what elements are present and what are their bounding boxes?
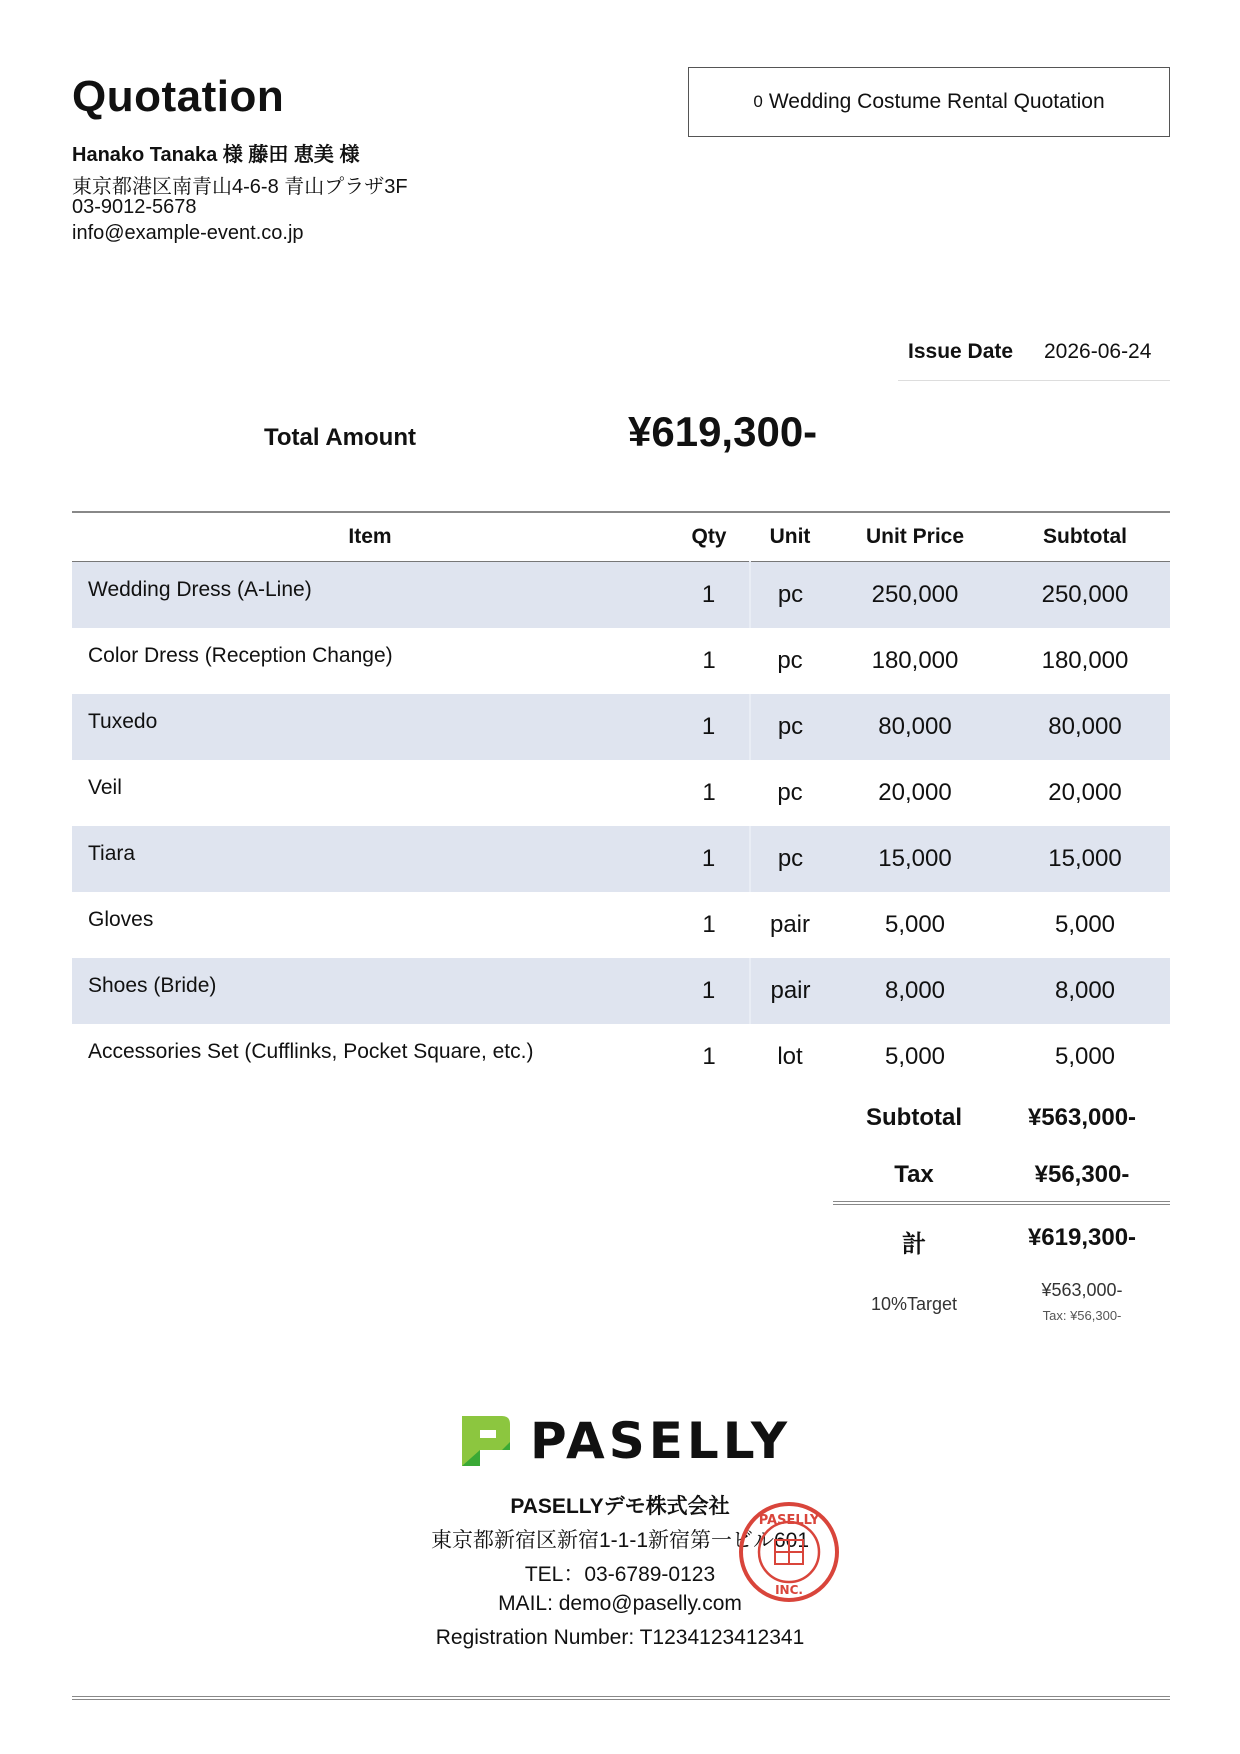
grand-total-value: ¥619,300- xyxy=(1027,1224,1137,1251)
item-unit: pc xyxy=(750,562,830,629)
item-subtotal: 180,000 xyxy=(1041,647,1129,674)
tax-target-tax: Tax: ¥56,300- xyxy=(1042,1308,1122,1323)
item-subtotal: 8,000 xyxy=(1000,958,1170,1024)
item-qty: 1 xyxy=(702,647,716,674)
header-item: Item xyxy=(72,512,668,562)
tax-value: ¥56,300- xyxy=(1034,1161,1130,1188)
total-amount-value: ¥619,300- xyxy=(628,408,818,455)
company-seal-icon xyxy=(737,1500,841,1604)
company-mail: MAIL: demo@paselly.com xyxy=(498,1592,742,1615)
table-row xyxy=(72,1024,1170,1090)
table-row xyxy=(72,958,1170,1024)
company-logo xyxy=(456,1412,791,1470)
item-name: Color Dress (Reception Change) xyxy=(88,644,393,667)
item-subtotal: 5,000 xyxy=(1054,1043,1116,1070)
table-row xyxy=(72,694,1170,760)
item-name: Tuxedo xyxy=(72,694,668,760)
totals-divider xyxy=(833,1201,1170,1205)
item-unit-price: 180,000 xyxy=(871,647,959,674)
header-unit-price: Unit Price xyxy=(830,512,1000,562)
item-unit-price: 250,000 xyxy=(830,562,1000,629)
client-email: info@example-event.co.jp xyxy=(72,222,304,244)
issue-date-value: 2026-06-24 xyxy=(1044,340,1152,363)
table-header-row xyxy=(72,512,1170,562)
item-qty: 1 xyxy=(668,562,750,629)
item-unit: pair xyxy=(750,958,830,1024)
item-qty: 1 xyxy=(702,779,716,806)
item-name: Gloves xyxy=(88,908,154,931)
subject-number: 0 xyxy=(753,92,763,111)
header-unit: Unit xyxy=(750,512,830,562)
item-subtotal: 80,000 xyxy=(1000,694,1170,760)
table-row xyxy=(72,826,1170,892)
grand-total-label: 計 xyxy=(902,1231,926,1258)
bottom-divider xyxy=(72,1696,1170,1700)
issue-date-block xyxy=(898,332,1170,381)
item-name: Tiara xyxy=(72,826,668,892)
logo-mark-icon xyxy=(456,1412,512,1470)
tax-label: Tax xyxy=(894,1161,934,1188)
client-address: 東京都港区南青山4-6-8 青山プラザ3F xyxy=(72,176,408,198)
table-row xyxy=(72,628,1170,694)
item-unit-price: 5,000 xyxy=(884,911,946,938)
subtotal-label: Subtotal xyxy=(866,1104,962,1131)
issue-date-label: Issue Date xyxy=(908,340,1014,363)
subject-text: Wedding Costume Rental Quotation xyxy=(768,90,1105,113)
item-subtotal: 5,000 xyxy=(1054,911,1116,938)
item-subtotal: 15,000 xyxy=(1000,826,1170,892)
client-phone: 03-9012-5678 xyxy=(72,196,197,218)
item-unit-price: 8,000 xyxy=(830,958,1000,1024)
table-row xyxy=(72,892,1170,958)
company-registration: Registration Number: T1234123412341 xyxy=(435,1626,805,1649)
item-name: Shoes (Bride) xyxy=(72,958,668,1024)
item-unit: pc xyxy=(750,826,830,892)
item-qty: 1 xyxy=(702,1043,716,1070)
item-unit-price: 15,000 xyxy=(830,826,1000,892)
header-subtotal: Subtotal xyxy=(1000,512,1170,562)
tax-target-value: ¥563,000- xyxy=(1041,1280,1123,1300)
table-row xyxy=(72,760,1170,826)
item-name: Wedding Dress (A-Line) xyxy=(72,562,668,629)
company-address: 東京都新宿区新宿1-1-1新宿第一ビル601 xyxy=(430,1529,810,1552)
client-name: Hanako Tanaka 様 藤田 恵美 様 xyxy=(72,144,360,166)
item-unit: lot xyxy=(777,1043,803,1070)
item-name: Veil xyxy=(88,776,122,799)
item-qty: 1 xyxy=(668,958,750,1024)
items-table xyxy=(72,511,1170,1090)
total-amount-label: Total Amount xyxy=(264,424,416,451)
item-qty: 1 xyxy=(668,826,750,892)
item-qty: 1 xyxy=(668,694,750,760)
company-tel: TEL：03-6789-0123 xyxy=(524,1563,716,1586)
item-name: Accessories Set (Cufflinks, Pocket Square, etc.) xyxy=(88,1040,534,1063)
item-unit: pc xyxy=(777,647,803,674)
item-unit: pc xyxy=(750,694,830,760)
item-unit-price: 80,000 xyxy=(830,694,1000,760)
company-name: PASELLYデモ株式会社 xyxy=(510,1495,730,1518)
item-unit: pair xyxy=(769,911,811,938)
svg-text:INC.: INC. xyxy=(775,1583,803,1597)
logo-text: PASELLY xyxy=(530,1412,792,1470)
table-row xyxy=(72,562,1170,629)
document-title: Quotation xyxy=(72,72,285,121)
item-subtotal: 20,000 xyxy=(1048,779,1122,806)
item-unit: pc xyxy=(777,779,803,806)
item-unit-price: 5,000 xyxy=(884,1043,946,1070)
header-qty: Qty xyxy=(668,512,750,562)
subtotal-value: ¥563,000- xyxy=(1027,1104,1137,1131)
item-qty: 1 xyxy=(702,911,716,938)
item-subtotal: 250,000 xyxy=(1000,562,1170,629)
tax-target-label: 10%Target xyxy=(870,1294,958,1314)
subject-box xyxy=(688,67,1170,137)
item-unit-price: 20,000 xyxy=(878,779,952,806)
svg-text:PASELLY: PASELLY xyxy=(758,1513,820,1528)
